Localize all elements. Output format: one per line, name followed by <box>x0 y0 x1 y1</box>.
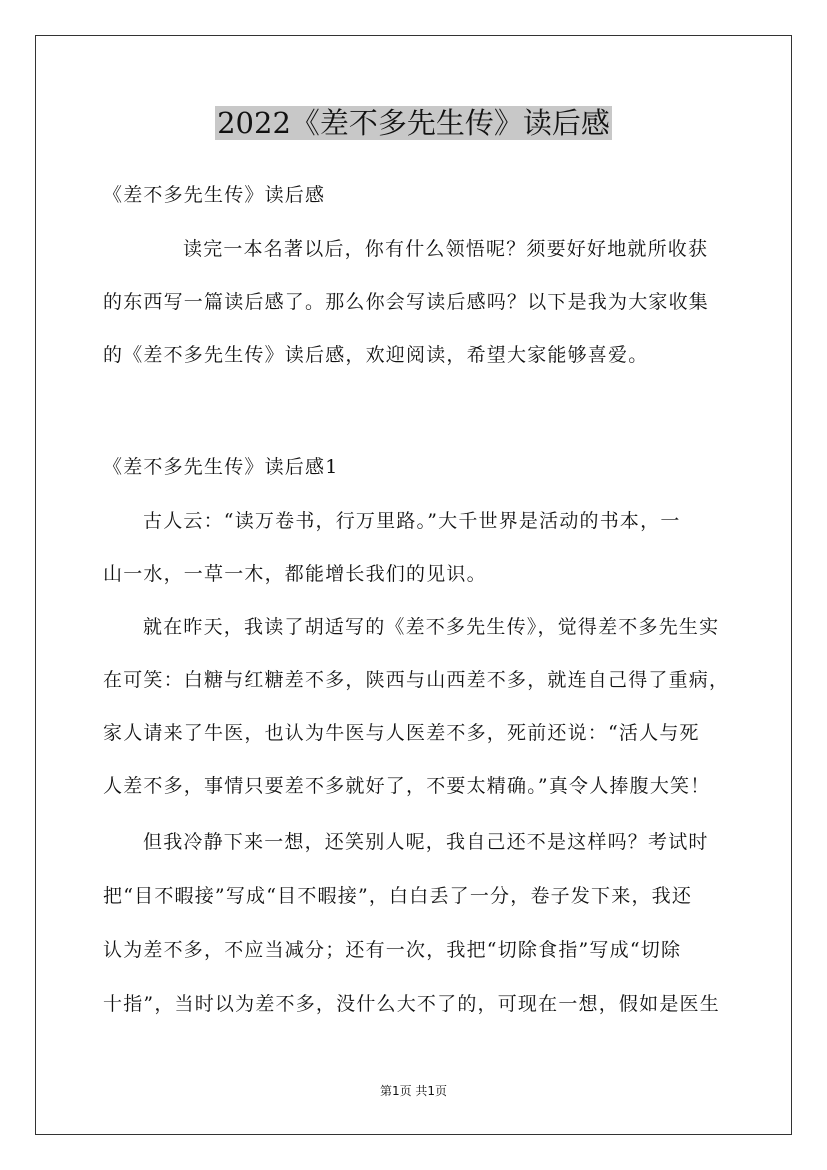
body-line-8: 把“目不暇接”写成“目不暇接”，白白丢了一分，卷子发下来，我还 <box>103 885 693 907</box>
body-line-1: 古人云：“读万卷书，行万里路。”大千世界是活动的书本，一 <box>143 510 681 532</box>
body-line-10: 十指”，当时以为差不多，没什么大不了的，可现在一想，假如是医生 <box>103 993 720 1015</box>
intro-line-3: 的《差不多先生传》读后感，欢迎阅读，希望大家能够喜爱。 <box>103 344 649 366</box>
body-line-7: 但我冷静下来一想，还笑别人呢，我自己还不是这样吗？考试时 <box>143 831 709 853</box>
intro-line-2: 的东西写一篇读后感了。那么你会写读后感吗？以下是我为大家收集 <box>103 291 710 313</box>
document-title-text: 2022《差不多先生传》读后感 <box>217 106 610 140</box>
document-subtitle: 《差不多先生传》读后感 <box>103 184 326 206</box>
body-line-9: 认为差不多，不应当减分；还有一次，我把“切除食指”写成“切除 <box>103 939 682 961</box>
page-footer: 第1页 共1页 <box>379 1084 448 1098</box>
section-heading: 《差不多先生传》读后感1 <box>103 456 339 478</box>
body-line-5: 家人请来了牛医，也认为牛医与人医差不多，死前还说：“活人与死 <box>103 722 700 744</box>
body-line-4: 在可笑：白糖与红糖差不多，陕西与山西差不多，就连自己得了重病， <box>103 669 730 691</box>
document-title <box>0 104 827 142</box>
body-line-3: 就在昨天，我读了胡适写的《差不多先生传》，觉得差不多先生实 <box>143 616 720 638</box>
intro-line-1: 读完一本名著以后，你有什么领悟呢？须要好好地就所收获 <box>183 238 709 260</box>
body-line-6: 人差不多，事情只要差不多就好了，不要太精确。”真令人捧腹大笑！ <box>103 775 711 797</box>
body-line-2: 山一水，一草一木，都能增长我们的见识。 <box>103 563 487 585</box>
